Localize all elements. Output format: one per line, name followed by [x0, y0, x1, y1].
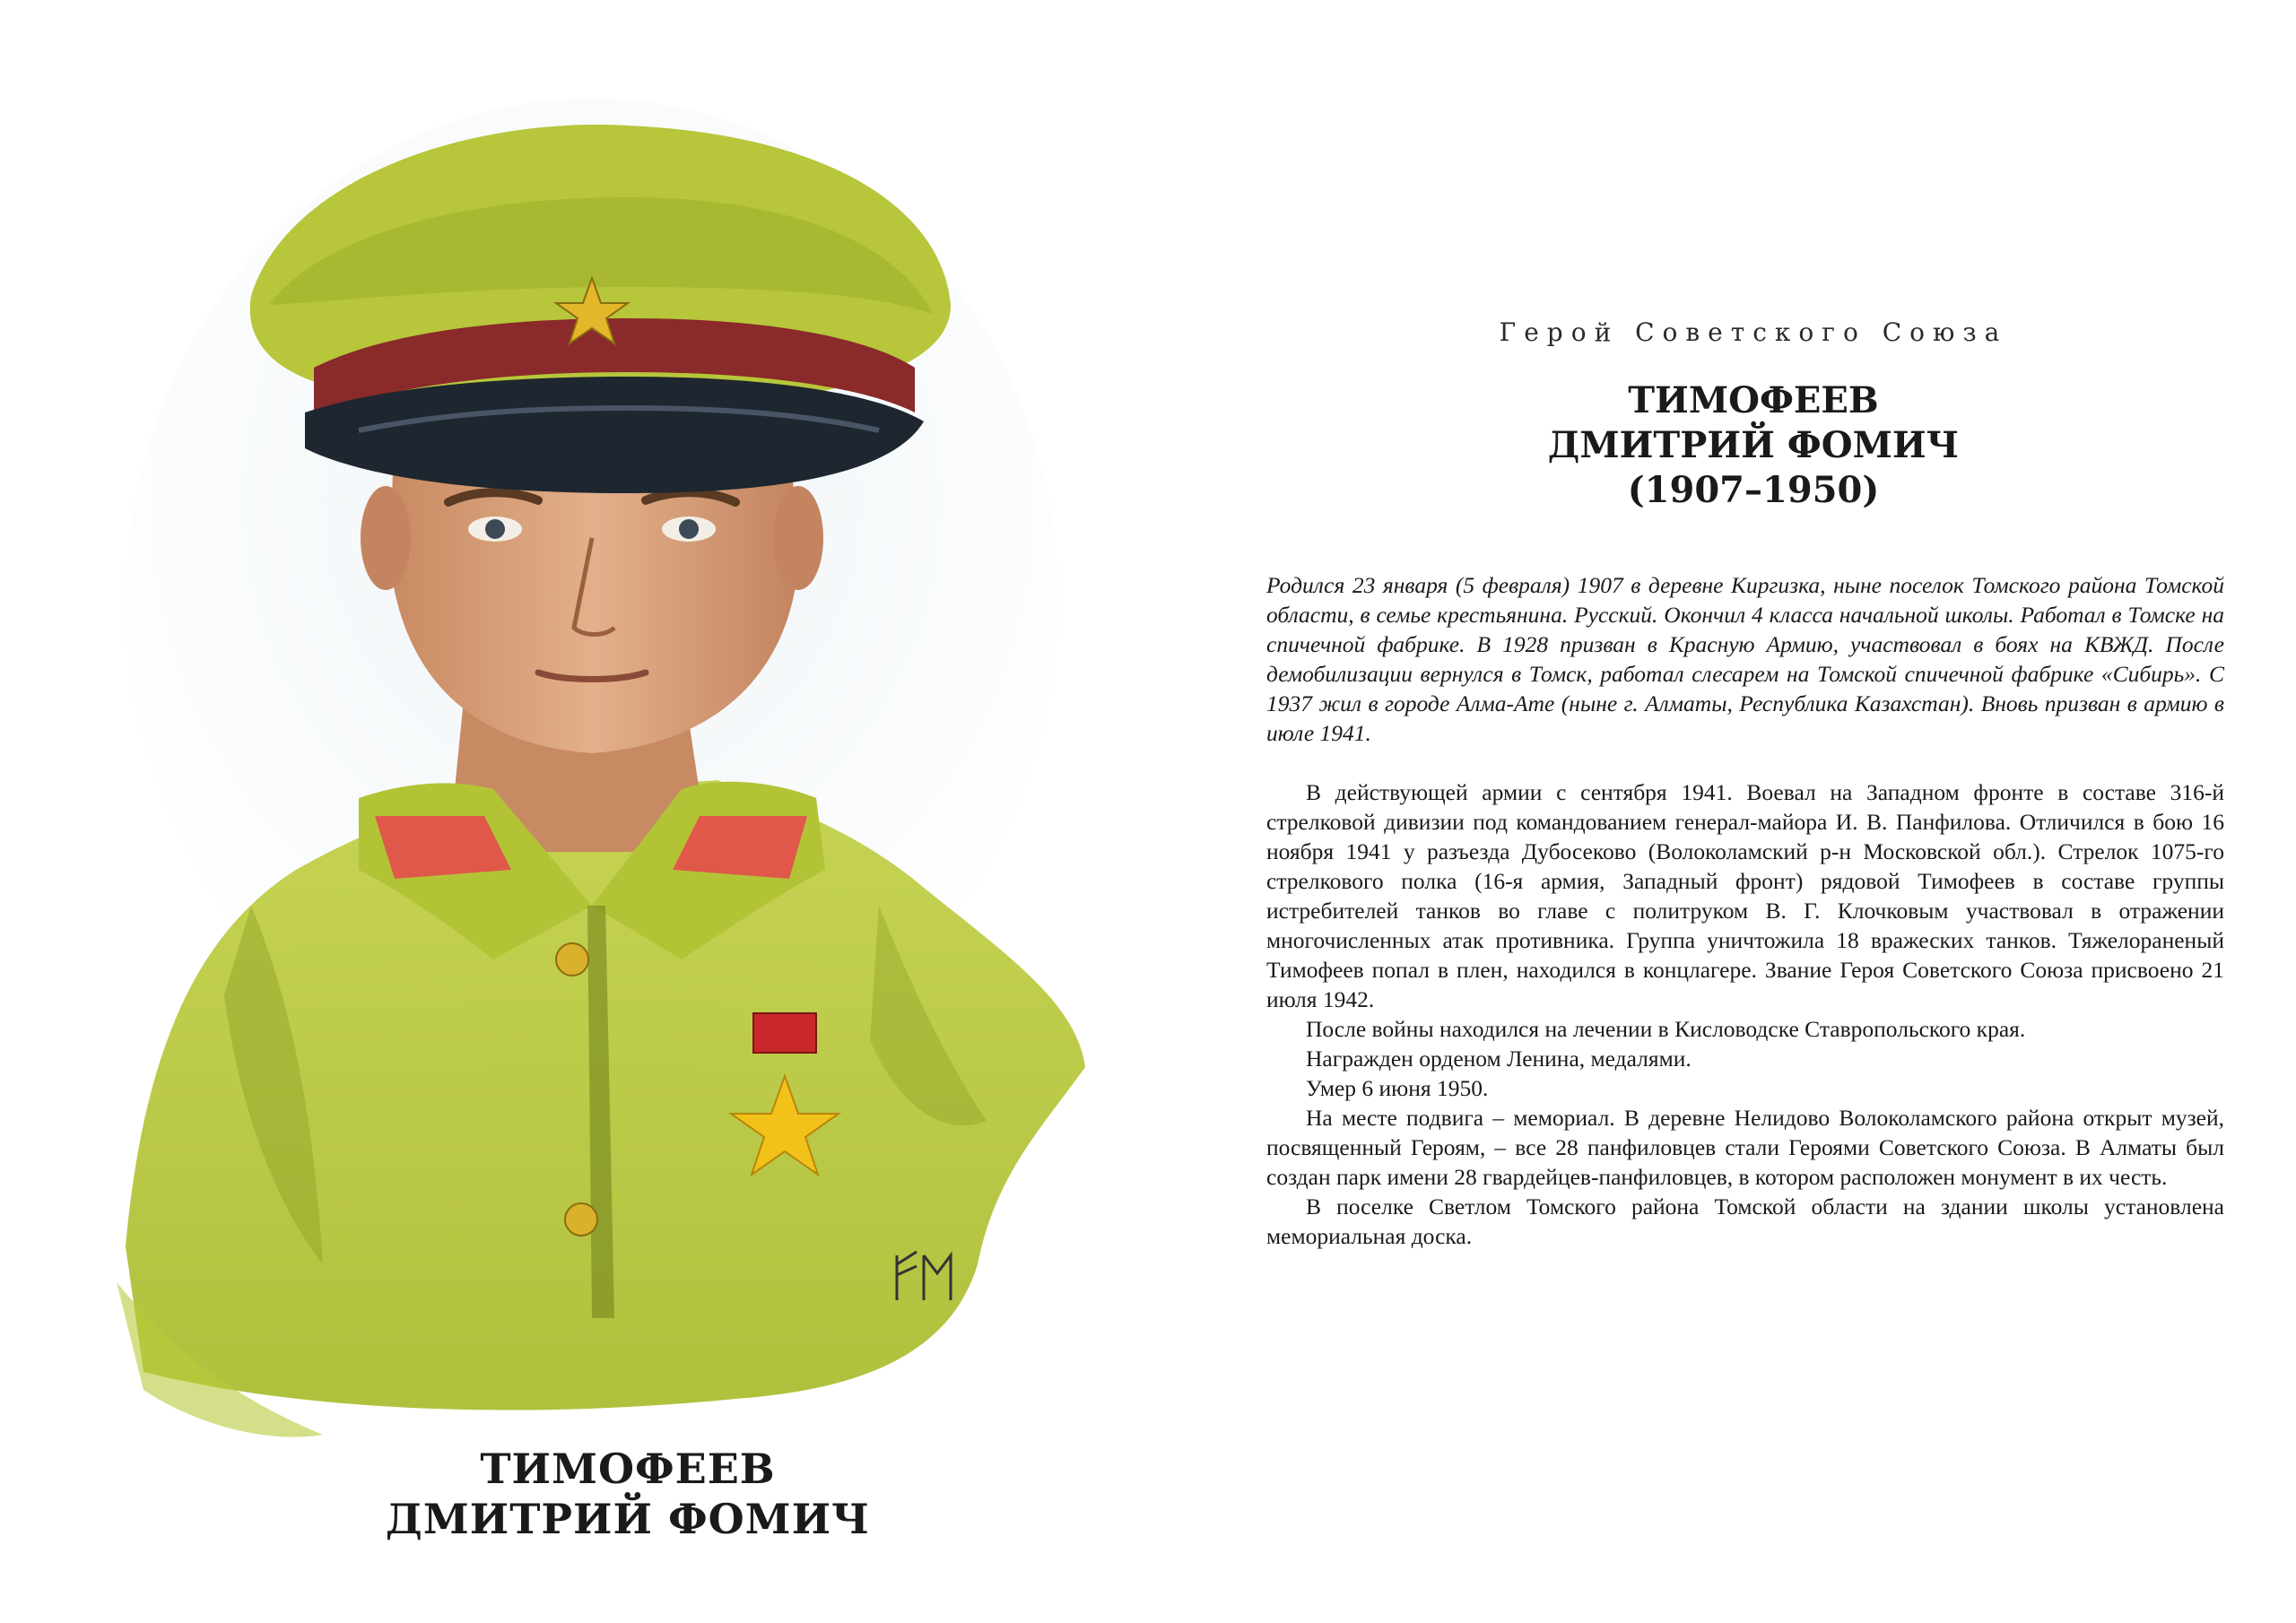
caption-name: ДМИТРИЙ ФОМИЧ: [385, 1495, 871, 1543]
bio-paragraph: В действующей армии с сентября 1941. Воевал на Западном фронте в составе 316-й стрелковой дивизии под командованием генерал-майора И. В. Панфилова. Отличился в бою 16 ноября 1941 у разъезда Дубосеково (Волоколамский р-н Московской обл.). Стрелок 1075-го стрелкового полка (16-я армия, Западный фронт) рядовой Тимофеев в составе группы истребителей танков во главе с политруком В. Г. Клочковым участвовал в отражении многочисленных атак противника. Группа уничтожила 18 вражеских танков. Тяжелораненый Тимофеев попал в плен, находился в концлагере. Звание Героя Советского Союза присвоено 21 июля 1942.: [1266, 779, 2224, 1012]
bio-intro: Родился 23 января (5 февраля) 1907 в деревне Киргизка, ныне поселок Томского района Томской области, в семье крестьянина. Русский. Окончил 4 класса начальной школы. Работал в Томске на спичечной фабрике. В 1928 призван в Красную Армию, участвовал в боях на КВЖД. После демобилизации вернулся в Томск, работал слесарем на Томской спичечной фабрике «Сибирь». С 1937 жил в городе Алма-Ате (ныне г. Алматы, Республика Казахстан). Вновь призван в армию в июле 1941.: [1266, 572, 2224, 746]
hero-title: [1256, 378, 2251, 513]
bio-paragraph: На месте подвига – мемориал. В деревне Нелидово Волоколамского района открыт музей, посвященный Героям, – все 28 панфиловцев стали Героями Советского Союза. В Алматы был создан парк имени 28 гвардейцев-панфиловцев, в котором расположен монумент в их честь.: [1266, 1105, 2224, 1190]
portrait-illustration: [90, 99, 1112, 1471]
bio-paragraph: Умер 6 июня 1950.: [1306, 1075, 1489, 1101]
caption-surname: ТИМОФЕЕВ: [480, 1445, 776, 1493]
title-name: ДМИТРИЙ ФОМИЧ: [1547, 424, 1960, 466]
right-page: [1256, 0, 2251, 1623]
title-surname: ТИМОФЕЕВ: [1628, 379, 1879, 421]
bio-paragraph: Награжден орденом Ленина, медалями.: [1306, 1046, 1692, 1072]
watercolor-portrait-soldier-icon: [90, 99, 1112, 1471]
title-years: (1907–1950): [1627, 469, 1880, 511]
biography: [1266, 570, 2224, 1251]
portrait-caption: [233, 1444, 1022, 1544]
bio-paragraph: В поселке Светлом Томского района Томской области на здании школы установлена мемориальная доска.: [1266, 1193, 2224, 1249]
bio-paragraph: После войны находился на лечении в Кисловодске Ставропольского края.: [1306, 1016, 2026, 1042]
kicker-title: Герой Советского Союза: [1499, 317, 2008, 347]
